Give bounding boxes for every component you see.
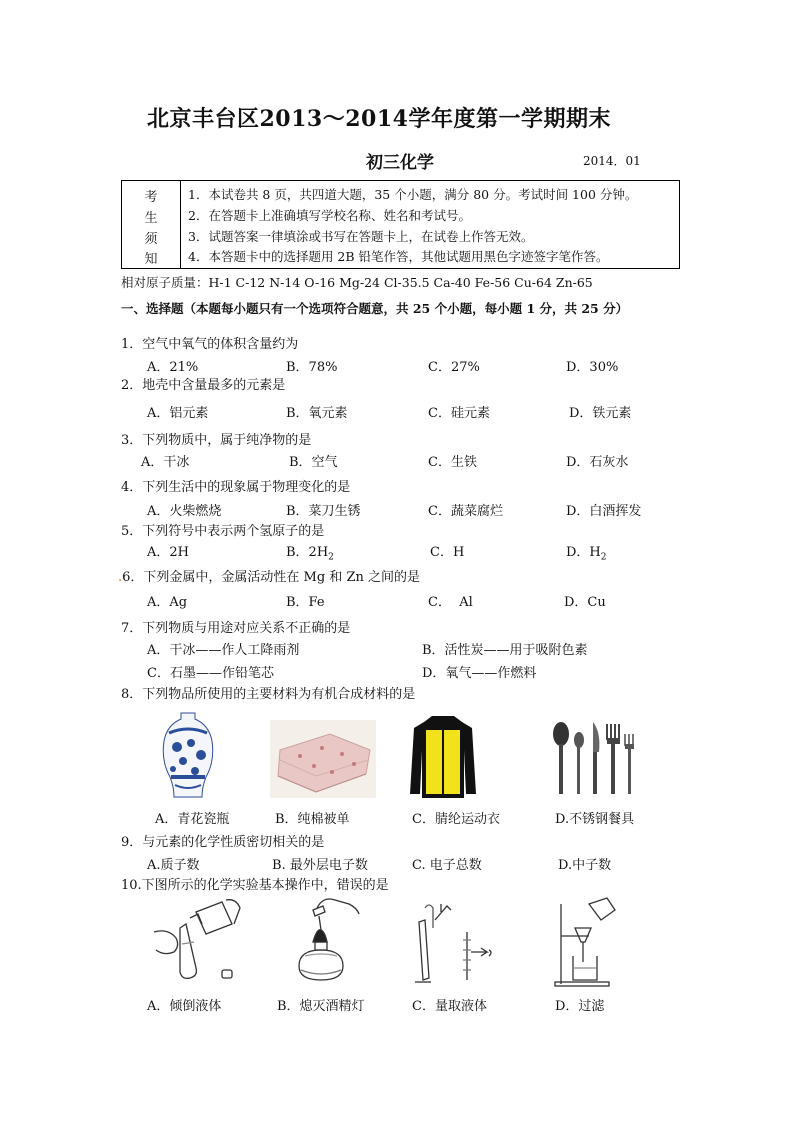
question-stem: 3．下列物质中，属于纯净物的是: [121, 433, 312, 448]
notice-side-char: 生: [144, 211, 158, 226]
acrylic-jacket-image: [410, 714, 476, 800]
question-stem: 8．下列物品所使用的主要材料为有机合成材料的是: [121, 687, 416, 702]
notice-rule: 2．在答题卡上准确填写学校名称、姓名和考试号。: [188, 208, 471, 223]
option-a: A．干冰: [141, 455, 190, 470]
option-c: C．27%: [428, 360, 480, 375]
option-d: D．白酒挥发: [566, 504, 642, 519]
question-stem: 1．空气中氧气的体积含量约为: [121, 337, 299, 352]
option-c: C．量取液体: [412, 999, 487, 1014]
option-d: D．Cu: [564, 595, 606, 610]
notice-rule: 3．试题答案一律填涂或书写在答题卡上，在试卷上作答无效。: [188, 229, 534, 244]
option-c: C．H: [430, 545, 465, 560]
notice-rule: 1．本试卷共 8 页，共四道大题，35 个小题，满分 80 分。考试时间 100 分钟。: [188, 187, 638, 202]
question-stem: 10.下图所示的化学实验基本操作中，错误的是: [121, 878, 389, 893]
notice-side-char: 考: [144, 190, 158, 205]
option-b: B．纯棉被单: [275, 812, 350, 827]
option-a: A．青花瓷瓶: [155, 812, 230, 827]
option-c: C. 电子总数: [412, 858, 482, 873]
alcohol-lamp-image: [289, 894, 361, 988]
measuring-liquid-image: [405, 900, 499, 986]
exam-title: 北京丰台区2013～2014学年度第一学期期末: [147, 106, 611, 132]
option-a: A．干冰——作人工降雨剂: [147, 643, 300, 658]
option-c: C．腈纶运动衣: [412, 812, 500, 827]
exam-date: 2014．01: [583, 154, 641, 168]
option-b: B．活性炭——用于吸附色素: [422, 643, 588, 658]
option-d: D．铁元素: [569, 406, 632, 421]
notice-rule: 4．本答题卡中的选择题用 2B 铅笔作答，其他试题用黑色字迹签字笔作答。: [188, 249, 609, 264]
option-b: B．菜刀生锈: [286, 504, 361, 519]
question-stem: 9．与元素的化学性质密切相关的是: [121, 835, 325, 850]
atomic-masses: 相对原子质量：H-1 C-12 N-14 O-16 Mg-24 Cl-35.5 Ca-40 Fe-56 Cu-64 Zn-65: [121, 275, 593, 290]
question-stem: 5．下列符号中表示两个氢原子的是: [121, 524, 325, 539]
steel-tableware-image: [549, 718, 639, 796]
option-a: A．21%: [147, 360, 199, 375]
question-stem: 2．地壳中含量最多的元素是: [121, 378, 286, 393]
option-d: D.中子数: [558, 858, 612, 873]
stray-dot: .: [118, 570, 123, 585]
notice-side-char: 须: [144, 232, 158, 247]
filtration-image: [553, 896, 623, 988]
notice-side-label: [122, 181, 181, 268]
option-d: D．$H_2$: [566, 545, 607, 563]
pouring-liquid-image: [146, 898, 242, 986]
question-stem: 4．下列生活中的现象属于物理变化的是: [121, 480, 351, 495]
option-b: B．氧元素: [286, 406, 348, 421]
porcelain-vase-image: [161, 711, 215, 801]
exam-subtitle: 初三化学: [366, 153, 434, 173]
question-stem: .6．下列金属中，金属活动性在 Mg 和 Zn 之间的是: [118, 570, 420, 585]
notice-side-char: 知: [144, 252, 158, 267]
option-d: D．30%: [566, 360, 619, 375]
option-b: B．$2H_2$: [286, 545, 334, 563]
option-a: A．火柴燃烧: [147, 504, 222, 519]
option-a: A.质子数: [147, 858, 200, 873]
section-heading: 一、选择题（本题每小题只有一个选项符合题意，共 25 个小题，每小题 1 分，共 25 分）: [121, 301, 629, 316]
option-b: B．78%: [286, 360, 338, 375]
option-b: B. 最外层电子数: [272, 858, 368, 873]
subscript: 2: [600, 552, 607, 563]
option-c: C．蔬菜腐烂: [428, 504, 503, 519]
exam-notice-box: [121, 180, 680, 269]
option-c: C．生铁: [428, 455, 477, 470]
option-b: B．熄灭酒精灯: [277, 999, 365, 1014]
option-c: C．石墨——作铅笔芯: [147, 666, 274, 681]
option-a: A．Ag: [147, 595, 188, 610]
option-d: D．石灰水: [566, 455, 629, 470]
option-a: A．2H: [147, 545, 189, 560]
option-c: C． Al: [428, 595, 473, 610]
option-c: C．硅元素: [428, 406, 490, 421]
option-b: B．空气: [289, 455, 338, 470]
subscript: 2: [328, 552, 334, 563]
option-d: D．氧气——作燃料: [422, 666, 537, 681]
option-b: B．Fe: [286, 595, 325, 610]
option-a: A．铝元素: [147, 406, 209, 421]
option-a: A．倾倒液体: [147, 999, 222, 1014]
cotton-sheet-image: [270, 720, 376, 798]
option-d: D.不锈钢餐具: [555, 812, 635, 827]
option-d: D．过滤: [555, 999, 605, 1014]
question-stem: 7．下列物质与用途对应关系不正确的是: [121, 621, 351, 636]
